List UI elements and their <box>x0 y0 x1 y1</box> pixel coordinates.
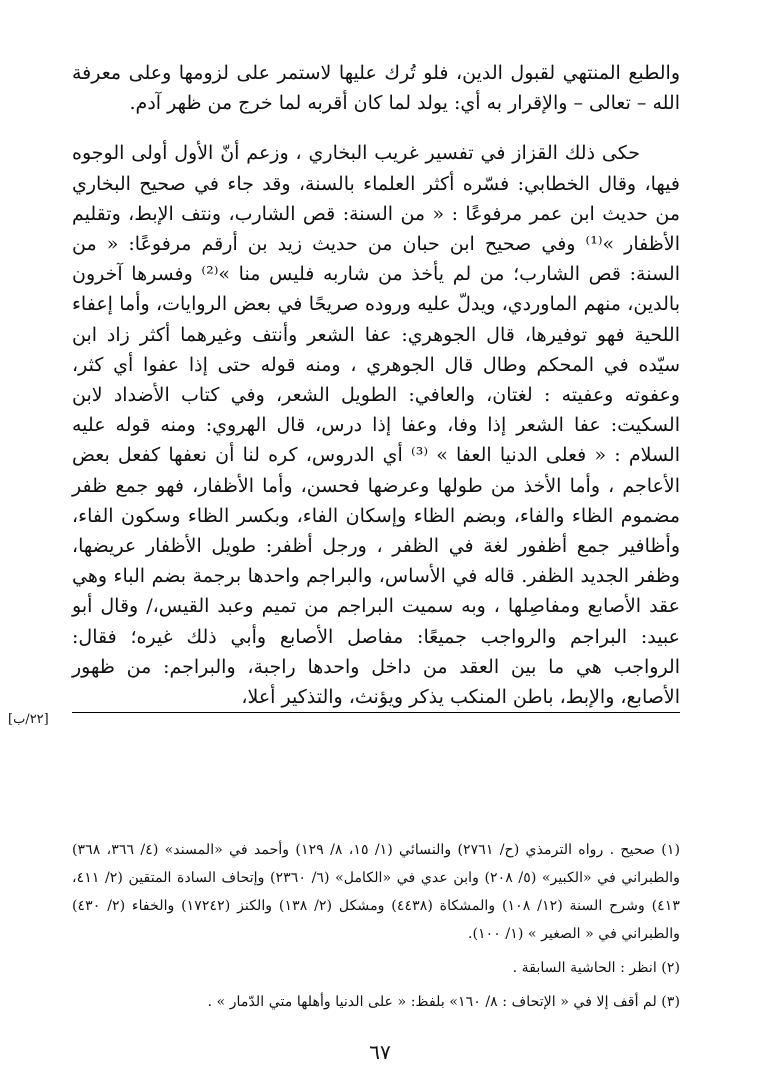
footnote-3: (٣) لم أقف إلا في « الإتحاف : ٨/ ١٦٠» بلفظ: « على الدنيا وأهلها متي الدّمار » . <box>207 994 680 1010</box>
footnotes <box>72 836 680 1022</box>
manuscript-folio-note: [٢٢/ب] <box>8 712 49 727</box>
page-number: ٦٧ <box>369 1040 391 1064</box>
paragraph-1: والطبع المنتهي لقبول الدين، فلو تُرك عليها لاستمر على لزومها وعلى معرفة الله – تعالى – والإقرار به أي: يولد لما كان أقربه لما خرج من ظهر آدم. <box>72 62 680 115</box>
paragraph-2: حكى ذلك القزاز في تفسير غريب البخاري ، وزعم أنّ الأول أولى الوجوه فيها، وقال الخطابي: فسّره أكثر العلماء بالسنة، وقد جاء في صحيح البخاري من حديث ابن عمر مرفوعًا : « من السنة: قص الشارب، ونتف الإبط، وتقليم الأظفار »⁽¹⁾ وفي صحيح ابن حبان من حديث زيد بن أرقم مرفوعًا: « من السنة: قص الشارب؛ من لم يأخذ من شاربه فليس منا »⁽²⁾ وفسرها آخرون بالدين، منهم الماوردي، ويدلّ عليه وروده صريحًا في بعض الروايات، وأما إعفاء اللحية فهو توفيرها، قال الجوهري: عفا الشعر وأنتف وغيرهما أكثر زاد ابن سيّده في المحكم وطال قال الجوهري ، ومنه قوله حتى إذا عفوا أي كثر، وعفوته وعفيته : لغتان، والعافي: الطويل الشعر، وفي كتاب الأضداد لابن السكيت: عفا الشعر إذا وفا، وعفا إذا درس، قال الهروي: ومنه قوله عليه السلام : « فعلى الدنيا العفا » ⁽³⁾ أي الدروس، كره لنا أن نعفها كفعل بعض الأعاجم ، وأما الأخذ من طولها وعرضها فحسن، وأما الأظفار، فهو جمع ظفر مضموم الظاء والفاء، وبضم الظاء وإسكان الفاء، وبكسر الظاء وسكون الفاء، وأظافير جمع أظفور لغة في الظفر ، ورجل أظفر: طويل الأظفار عريضها، وظفر الجديد الظفر. قاله في الأساس، والبراجم واحدها برجمة بضم الباء وهي عقد الأصابع ومفاصِلها ، وبه سميت البراجم من تميم وعبد القيس،/ وقال أبو عبيد: البراجم والرواجب جميعًا: مفاصل الأصابع وأبي ذلك غيره؛ فقال: الرواجب هي ما بين العقد من داخل واحدها راجبة، والبراجم: من ظهور الأصابع، والإبط، باطن المنكب يذكر ويؤنث، والتذكير أعلا، <box>72 138 680 713</box>
footnote-1: (١) صحيح . رواه الترمذي (ح/ ٢٧٦١) والنسائي (١/ ١٥، ٨/ ١٢٩) وأحمد في «المسند» (٤/ ٣٦٦، ٣٦٨) والطبراني في «الكبير» (٥/ ٢٠٨) وابن عدي في «الكامل» (٦/ ٢٣٦٠) وإتحاف السادة المتقين (٢/ ٤١١، ٤١٣) وشرح السنة (١٢/ ١٠٨) والمشكاة (٤٤٣٨) ومشكل (٢/ ١٣٨) والكنز (١٧٢٤٢) والخفاء (٢/ ٤٣٠) والطبراني في « الصغير » (١/ ١٠٠). <box>72 842 681 942</box>
main-text <box>72 58 680 713</box>
footnote-2: (٢) انظر : الحاشية السابقة . <box>512 960 680 976</box>
